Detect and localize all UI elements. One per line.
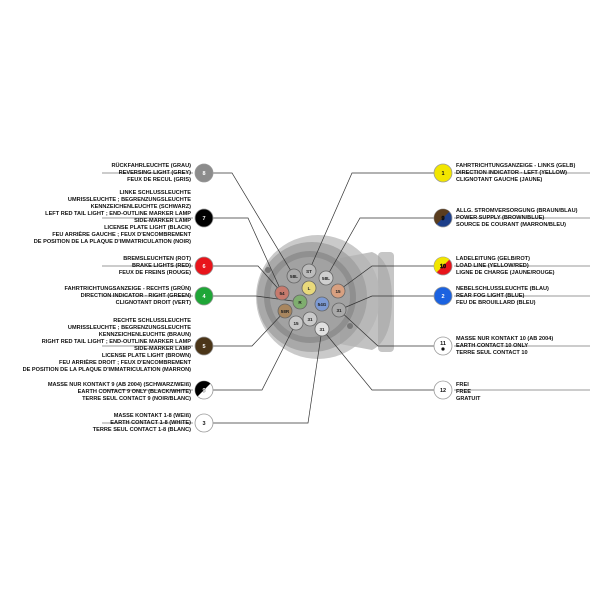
pin-label-line: LEFT RED TAIL LIGHT ; END-OUTLINE MARKER LAMP — [45, 211, 191, 217]
pin-label-line: LOAD LINE (YELLOW/RED) — [456, 263, 529, 269]
pin-callout-11 — [434, 337, 452, 355]
pin-label-line: SIDE-MARKER LAMP — [134, 218, 191, 224]
pin-label-line: MASSE NUR KONTAKT 9 (AB 2004) (SCHWARZ/WEIß) — [47, 382, 191, 388]
connector-pin-label: 31 — [336, 308, 342, 313]
pin-label-line: DIRECTION INDICATOR - RIGHT (GREEN) — [80, 293, 191, 299]
connector-pin — [315, 322, 329, 336]
connector-pin-label: 15 — [335, 289, 341, 294]
pin-label-line: DE POSITION DE LA PLAQUE D'IMMATRICULATION (MARRON) — [22, 367, 191, 373]
pin-label-line: KENNZEICHENLEUCHTE (BRAUN) — [98, 332, 191, 338]
pin-label-line: MASSE KONTAKT 1-8 (WEIß) — [113, 413, 191, 419]
connector-pin — [278, 304, 292, 318]
pin-label-line: GRATUIT — [456, 396, 481, 402]
connector-pin — [293, 295, 307, 309]
pin-label-11 — [456, 336, 553, 357]
pin-label-3 — [93, 413, 191, 434]
pin-label-4 — [65, 286, 191, 307]
pin-label-line: ALLG. STROMVERSORGUNG (BRAUN/BLAU) — [456, 208, 578, 214]
pin-callout-8 — [195, 164, 213, 182]
pin-label-line: REVERSING LIGHT (GREY) — [118, 170, 191, 176]
connector-pin-label: 15 — [293, 321, 299, 326]
pin-number: 7 — [202, 216, 206, 222]
pin-number: 8 — [202, 171, 206, 177]
pin-label-line: LICENSE PLATE LIGHT (BROWN) — [101, 353, 191, 359]
pin-label-line: FAHRTRICHTUNGSANZEIGE - LINKS (GELB) — [456, 163, 576, 169]
pin-callout-9 — [195, 381, 213, 399]
connector-pin — [303, 312, 317, 326]
pin-number: 3 — [202, 421, 206, 427]
pin-callout-1 — [434, 164, 452, 182]
pin-label-line: CLIGNOTANT DROIT (VERT) — [115, 300, 191, 306]
pin-label-10 — [456, 256, 555, 277]
pin-label-line: FEUX DE RECUL (GRIS) — [127, 177, 191, 183]
pin-label-line: NEBELSCHLUSSLEUCHTE (BLAU) — [456, 286, 549, 292]
pin-label-line: TERRE SEUL CONTACT 1-8 (BLANC) — [92, 427, 191, 433]
pin-number: 5 — [202, 344, 206, 350]
pin-number: 6 — [202, 264, 206, 270]
pin-label-line: DIRECTION INDICATOR - LEFT (YELLOW) — [456, 170, 568, 176]
pin-label-line: FEU DE BROUILLARD (BLEU) — [456, 300, 536, 306]
connector-pin — [331, 284, 345, 298]
pin-label-8 — [111, 163, 191, 184]
pin-label-7 — [34, 190, 191, 246]
pin-label-line: LIGNE DE CHARGE (JAUNE/ROUGE) — [456, 270, 555, 276]
pin-label-5 — [23, 318, 191, 374]
pin-label-line: KENNZEICHENLEUCHTE (SCHWARZ) — [90, 204, 191, 210]
pin-label-line: FEU ARRIÈRE GAUCHE ; FEUX D'ENCOMBREMENT — [52, 232, 191, 238]
pin-label-line: RÜCKFAHRLEUCHTE (GRAU) — [111, 163, 191, 169]
connector-pin-label: 31 — [319, 327, 325, 332]
pin-number: 12 — [439, 388, 447, 394]
pin-callout-6 — [195, 257, 213, 275]
connector-pin-label: 54 — [279, 291, 285, 296]
pin-number: 11 — [440, 341, 446, 347]
pin-label-line: EARTH CONTACT 1-8 (WHITE) — [110, 420, 191, 426]
pin-label-line: LINKE SCHLUSSLEUCHTE — [119, 190, 191, 196]
pin-number: 9 — [441, 216, 445, 222]
pin-callout-5 — [195, 337, 213, 355]
pin-number: 2 — [441, 294, 445, 300]
connector-pin — [302, 281, 316, 295]
pin-label-9 — [456, 208, 578, 229]
pin-label-line: RECHTE SCHLUSSLEUCHTE — [113, 318, 191, 324]
connector-pin — [289, 316, 303, 330]
pin-label-line: FEU ARRIÈRE DROIT ; FEUX D'ENCOMBREMENT — [59, 360, 191, 366]
connector-pin-label: R — [298, 300, 302, 305]
pin-label-line: CLIGNOTANT GAUCHE (JAUNE) — [456, 177, 543, 183]
pin-number: 9 — [202, 388, 206, 394]
pin-label-line: UMRISSLEUCHTE ; BEGRENZUNGSLEUCHTE — [67, 325, 191, 331]
connector-pin-label: 58L — [290, 274, 298, 279]
pin-label-line: EARTH CONTACT 10 ONLY — [456, 343, 529, 349]
pin-label-12 — [456, 382, 480, 403]
pin-label-line: REAR FOG LIGHT (BLUE) — [456, 293, 525, 299]
connector-pin-label: L — [307, 286, 311, 291]
pin-label-line: TERRE SEUL CONTACT 9 (NOIR/BLANC) — [82, 396, 191, 402]
pin-label-2 — [456, 286, 549, 307]
pin-label-line: TERRE SEUL CONTACT 10 — [456, 350, 528, 356]
pin-label-line: EARTH CONTACT 9 ONLY (BLACK/WHITE) — [77, 389, 191, 395]
pin-label-line: RIGHT RED TAIL LIGHT ; END-OUTLINE MARKER LAMP — [41, 339, 191, 345]
pin-callout-4 — [195, 287, 213, 305]
pin-number: 4 — [202, 294, 206, 300]
pin-callout-2 — [434, 287, 452, 305]
pin-label-line: FEUX DE FREINS (ROUGE) — [118, 270, 191, 276]
pin-callout-12 — [434, 381, 452, 399]
pin-label-line: DE POSITION DE LA PLAQUE D'IMMATRICULATION (NOIR) — [33, 239, 191, 245]
pin-label-line: LADELEITUNG (GELB/ROT) — [456, 256, 530, 262]
connector-pin-label: 31 — [307, 317, 313, 322]
pin-label-line: MASSE NUR KONTAKT 10 (AB 2004) — [456, 336, 554, 342]
pin-callout-7 — [195, 209, 213, 227]
pin-label-line: POWER SUPPLY (BROWN/BLUE) — [456, 215, 545, 221]
pin-label-line: BREMSLEUCHTEN (ROT) — [123, 256, 191, 262]
connector-pin — [287, 269, 301, 283]
pin-label-line: SOURCE DE COURANT (MARRON/BLEU) — [456, 222, 567, 228]
pin-label-line: SIDE-MARKER LAMP — [134, 346, 191, 352]
connector-pin-label: ST — [306, 269, 312, 274]
pin-label-line: FREI — [456, 382, 469, 388]
pin-label-1 — [456, 163, 575, 184]
connector-pin-label: 58R — [280, 309, 290, 314]
pin-number: 1 — [441, 171, 445, 177]
connector-pin — [302, 264, 316, 278]
connector-pin — [332, 303, 346, 317]
pin-label-6 — [119, 256, 191, 277]
connector-pin — [319, 271, 333, 285]
pin-callout-9 — [434, 209, 452, 227]
pin-label-line: UMRISSLEUCHTE ; BEGRENZUNGSLEUCHTE — [67, 197, 191, 203]
connector-pin-label: 58L — [322, 276, 330, 281]
pin-callout-10 — [434, 257, 452, 275]
connector-pin — [275, 286, 289, 300]
pin-number: 10 — [439, 264, 447, 270]
connector-pin — [315, 297, 329, 311]
pin-label-9 — [48, 382, 191, 403]
pin-label-line: FAHRTRICHTUNGSANZEIGE - RECHTS (GRÜN) — [64, 286, 191, 292]
pin-label-line: FREE — [456, 389, 471, 395]
pin-label-line: LICENSE PLATE LIGHT (BLACK) — [104, 225, 191, 231]
pin-label-line: BRAKE LIGHTS (RED) — [131, 263, 191, 269]
connector-pin-label: 54G — [317, 302, 327, 307]
pin-callout-3 — [195, 414, 213, 432]
